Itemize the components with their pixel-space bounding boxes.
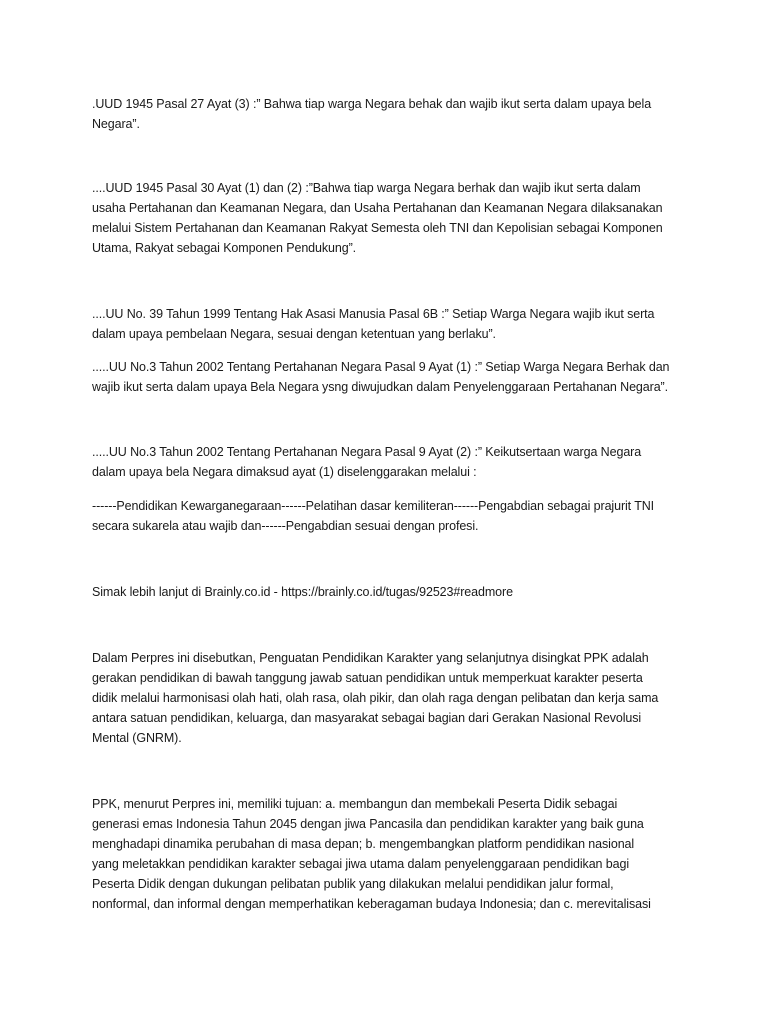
text-line: .....UU No.3 Tahun 2002 Tentang Pertahanan Negara Pasal 9 Ayat (2) :” Keikutsertaan warga Negara <box>92 445 642 459</box>
paragraph-uu-3-2002-ayat-2 <box>92 442 692 482</box>
text-line: didik melalui harmonisasi olah hati, olah rasa, olah pikir, dan olah raga dengan pelibatan dan kerja sama <box>92 691 659 705</box>
text-line: nonformal, dan informal dengan memperhatikan keberagaman budaya Indonesia; dan c. merevitalisasi <box>92 897 651 911</box>
text-line: dalam upaya bela Negara dimaksud ayat (1) diselenggarakan melalui : <box>92 465 477 479</box>
text-line: Simak lebih lanjut di Brainly.co.id - https://brainly.co.id/tugas/92523#readmore <box>92 585 513 599</box>
paragraph-uud-pasal-30 <box>92 178 692 258</box>
paragraph-bela-negara-list <box>92 496 692 536</box>
text-line: PPK, menurut Perpres ini, memiliki tujuan: a. membangun dan membekali Peserta Didik sebagai <box>92 797 618 811</box>
text-line: menghadapi dinamika perubahan di masa depan; b. mengembangkan platform pendidikan nasional <box>92 837 635 851</box>
text-line: Negara”. <box>92 117 140 131</box>
text-line: Dalam Perpres ini disebutkan, Penguatan Pendidikan Karakter yang selanjutnya disingkat PPK adalah <box>92 651 649 665</box>
text-line: gerakan pendidikan di bawah tanggung jawab satuan pendidikan untuk memperkuat karakter peserta <box>92 671 643 685</box>
paragraph-uu-39-1999 <box>92 304 692 344</box>
text-line: antara satuan pendidikan, keluarga, dan masyarakat sebagai bagian dari Gerakan Nasional Revolusi <box>92 711 642 725</box>
text-line: Peserta Didik dengan dukungan pelibatan publik yang dilakukan melalui pendidikan jalur formal, <box>92 877 614 891</box>
text-line: Mental (GNRM). <box>92 731 182 745</box>
text-line: ------Pendidikan Kewarganegaraan------Pelatihan dasar kemiliteran------Pengabdian sebagai prajurit TNI <box>92 499 655 513</box>
paragraph-uud-pasal-27 <box>92 94 692 134</box>
text-line: ....UU No. 39 Tahun 1999 Tentang Hak Asasi Manusia Pasal 6B :” Setiap Warga Negara wajib ikut serta <box>92 307 655 321</box>
paragraph-ppk-tujuan <box>92 794 692 914</box>
text-line: yang meletakkan pendidikan karakter sebagai jiwa utama dalam penyelenggaraan pendidikan bagi <box>92 857 629 871</box>
paragraph-brainly-source <box>92 582 692 602</box>
text-line: usaha Pertahanan dan Keamanan Negara, dan Usaha Pertahanan dan Keamanan Negara dilaksanakan <box>92 201 663 215</box>
text-line: dalam upaya pembelaan Negara, sesuai dengan ketentuan yang berlaku”. <box>92 327 496 341</box>
text-line: secara sukarela atau wajib dan------Pengabdian sesuai dengan profesi. <box>92 519 479 533</box>
text-line: generasi emas Indonesia Tahun 2045 dengan jiwa Pancasila dan pendidikan karakter yang baik guna <box>92 817 644 831</box>
text-line: ....UUD 1945 Pasal 30 Ayat (1) dan (2) :”Bahwa tiap warga Negara berhak dan wajib ikut serta dalam <box>92 181 641 195</box>
text-line: melalui Sistem Pertahanan dan Keamanan Rakyat Semesta oleh TNI dan Kepolisian sebagai Komponen <box>92 221 663 235</box>
paragraph-uu-3-2002-ayat-1 <box>92 357 692 397</box>
text-line: Utama, Rakyat sebagai Komponen Pendukung”. <box>92 241 357 255</box>
text-line: .....UU No.3 Tahun 2002 Tentang Pertahanan Negara Pasal 9 Ayat (1) :” Setiap Warga Negara Berhak dan <box>92 360 670 374</box>
text-line: wajib ikut serta dalam upaya Bela Negara ysng diwujudkan dalam Penyelenggaraan Pertahanan Negara”. <box>92 380 668 394</box>
text-line: .UUD 1945 Pasal 27 Ayat (3) :” Bahwa tiap warga Negara behak dan wajib ikut serta dalam upaya bela <box>92 97 652 111</box>
paragraph-perpres-ppk <box>92 648 692 748</box>
